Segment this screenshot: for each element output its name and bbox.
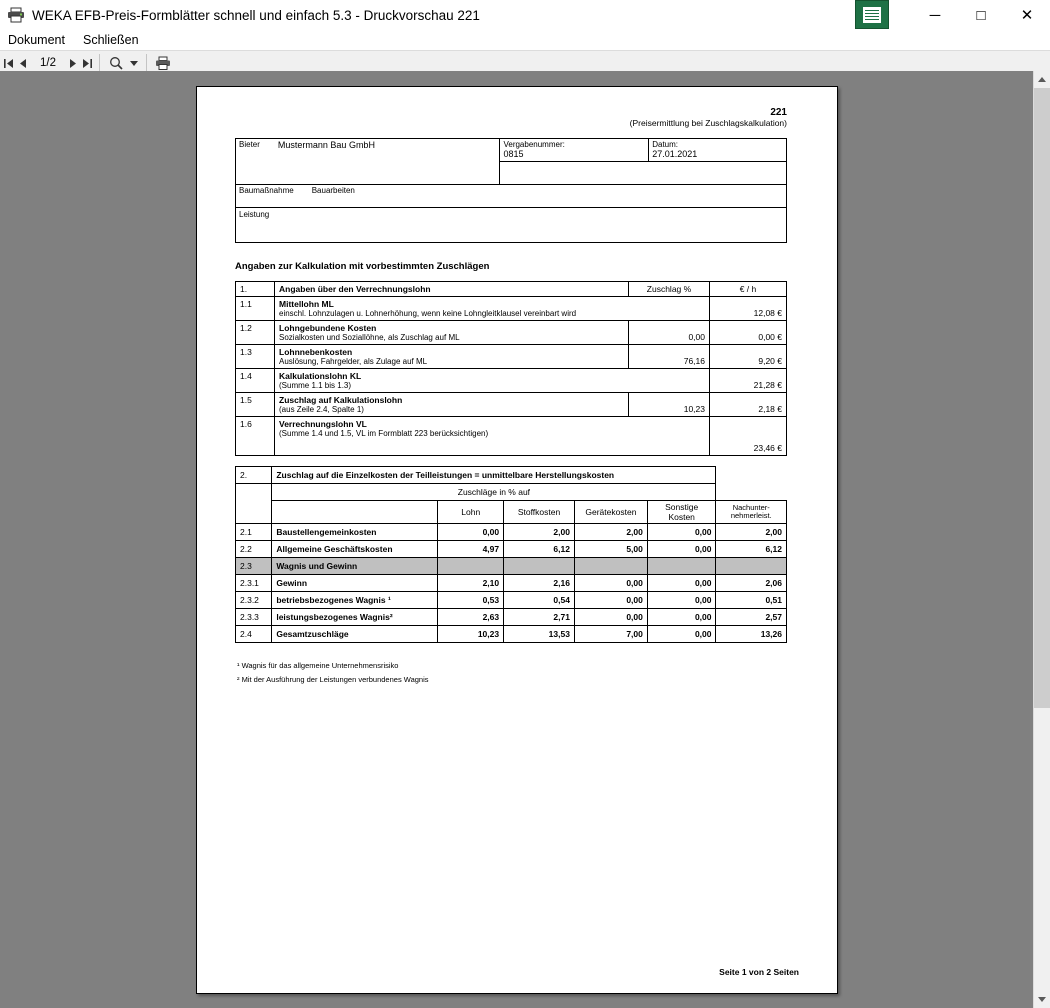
verrechnungslohn-table <box>235 281 787 456</box>
datum-label: Datum: <box>652 140 679 149</box>
menu-item-schliessen[interactable]: Schließen <box>82 33 139 47</box>
footnotes <box>235 659 787 688</box>
vertical-scrollbar[interactable] <box>1033 71 1050 1008</box>
table2-col-name <box>272 501 438 524</box>
table-row <box>236 139 787 162</box>
row-no: 1.6 <box>236 417 275 456</box>
row-no: 2.3 <box>236 558 272 575</box>
table-row <box>236 484 787 501</box>
row-value-nachunternehmer: 2,57 <box>716 609 787 626</box>
row-title-cell <box>275 297 710 321</box>
row-name: leistungsbezogenes Wagnis² <box>272 609 438 626</box>
row-value-sonstige: 0,00 <box>647 541 716 558</box>
row-eur: 21,28 € <box>710 369 787 393</box>
row-no: 1.5 <box>236 393 275 417</box>
row-no: 1.2 <box>236 321 275 345</box>
table-row <box>236 185 787 208</box>
table-row <box>236 609 787 626</box>
row-name: Gewinn <box>272 575 438 592</box>
footnote-1: ¹ Wagnis für das allgemeine Unternehmensrisiko <box>237 661 399 670</box>
row-value-stoffkosten: 2,16 <box>504 575 575 592</box>
chevron-down-icon[interactable] <box>127 53 141 73</box>
row-eur: 2,18 € <box>710 393 787 417</box>
row-title-cell <box>275 393 629 417</box>
scrollbar-thumb[interactable] <box>1034 88 1050 708</box>
row-title-cell <box>275 321 629 345</box>
table2-head-no: 2. <box>236 467 272 484</box>
baumassnahme-label: Baumaßnahme <box>239 186 294 195</box>
window-controls <box>912 0 1050 30</box>
row-eur: 9,20 € <box>710 345 787 369</box>
row-value-lohn: 0,00 <box>438 524 504 541</box>
minimize-button[interactable]: ─ <box>929 6 941 24</box>
row-value-stoffkosten: 0,54 <box>504 592 575 609</box>
table2-col-stoffkosten: Stoffkosten <box>504 501 575 524</box>
section-title: Angaben zur Kalkulation mit vorbestimmten Zuschlägen <box>235 261 490 272</box>
row-pct: 76,16 <box>629 345 710 369</box>
row-no: 2.2 <box>236 541 272 558</box>
bieter-spacer-cell <box>500 162 787 185</box>
table2-subhead: Zuschläge in % auf <box>272 484 716 501</box>
row-value-nachunternehmer: 0,51 <box>716 592 787 609</box>
row-eur: 12,08 € <box>710 297 787 321</box>
row-title-cell <box>275 369 710 393</box>
document-header-table <box>235 138 787 243</box>
zoom-button[interactable] <box>105 53 127 73</box>
spreadsheet-icon <box>863 7 881 23</box>
form-header-right <box>235 107 787 128</box>
table-row <box>236 393 787 417</box>
table-row <box>236 208 787 243</box>
row-value-geraetekosten: 7,00 <box>574 626 647 643</box>
window-title: WEKA EFB-Preis-Formblätter schnell und einfach 5.3 - Druckvorschau 221 <box>32 7 480 23</box>
row-no: 2.3.3 <box>236 609 272 626</box>
row-value-nachunternehmer <box>716 558 787 575</box>
export-to-spreadsheet-button[interactable] <box>855 0 889 29</box>
table-row <box>236 345 787 369</box>
row-value-lohn: 2,10 <box>438 575 504 592</box>
row-value-sonstige: 0,00 <box>647 575 716 592</box>
row-title: Lohnnebenkosten <box>279 347 353 357</box>
print-button[interactable] <box>152 53 174 73</box>
table-row <box>236 558 787 575</box>
next-page-button[interactable] <box>66 53 80 73</box>
table2-col-nachunternehmerleistung: Nachunter-nehmerleist. <box>716 501 787 524</box>
row-name: Wagnis und Gewinn <box>272 558 438 575</box>
row-no: 1.3 <box>236 345 275 369</box>
row-no: 1.4 <box>236 369 275 393</box>
row-eur: 0,00 € <box>710 321 787 345</box>
row-value-sonstige: 0,00 <box>647 609 716 626</box>
row-value-sonstige: 0,00 <box>647 524 716 541</box>
row-no: 2.3.1 <box>236 575 272 592</box>
row-name: Gesamtzuschläge <box>272 626 438 643</box>
vergabenummer-value: 0815 <box>503 149 524 159</box>
col-no-header: 1. <box>236 282 275 297</box>
last-page-button[interactable] <box>80 53 94 73</box>
row-value-lohn: 0,53 <box>438 592 504 609</box>
row-title: Lohngebundene Kosten <box>279 323 377 333</box>
row-name: betriebsbezogenes Wagnis ¹ <box>272 592 438 609</box>
table2-col-geraetekosten: Gerätekosten <box>574 501 647 524</box>
vergabenummer-cell <box>500 139 649 162</box>
datum-value: 27.01.2021 <box>652 149 698 159</box>
row-title-cell <box>275 345 629 369</box>
prev-page-button[interactable] <box>16 53 30 73</box>
table-row <box>236 575 787 592</box>
col-title-header: Angaben über den Verrechnungslohn <box>275 282 629 297</box>
table2-col-lohn: Lohn <box>438 501 504 524</box>
form-subtitle: (Preisermittlung bei Zuschlagskalkulation) <box>629 118 787 128</box>
form-number: 221 <box>770 107 787 118</box>
window-titlebar <box>0 0 1050 30</box>
row-desc: (aus Zeile 2.4, Spalte 1) <box>279 405 364 414</box>
app-printer-icon <box>6 5 26 25</box>
row-value-nachunternehmer: 13,26 <box>716 626 787 643</box>
footnote-2: ² Mit der Ausführung der Leistungen verbundenes Wagnis <box>237 675 429 685</box>
row-value-geraetekosten: 0,00 <box>574 575 647 592</box>
table-row <box>236 297 787 321</box>
maximize-button[interactable]: □ <box>976 6 986 24</box>
first-page-button[interactable] <box>2 53 16 73</box>
datum-cell <box>649 139 787 162</box>
menu-item-dokument[interactable]: Dokument <box>8 33 65 47</box>
row-title: Kalkulationslohn KL <box>279 371 362 381</box>
row-no: 2.4 <box>236 626 272 643</box>
row-value-stoffkosten: 2,00 <box>504 524 575 541</box>
table-row <box>236 541 787 558</box>
row-value-stoffkosten <box>504 558 575 575</box>
row-title: Zuschlag auf Kalkulationslohn <box>279 395 403 405</box>
col-eur-header: € / h <box>710 282 787 297</box>
table2-head-title: Zuschlag auf die Einzelkosten der Teilleistungen = unmittelbare Herstellungskosten <box>272 467 716 484</box>
page-content <box>235 107 787 688</box>
row-value-geraetekosten <box>574 558 647 575</box>
row-value-geraetekosten: 5,00 <box>574 541 647 558</box>
table-row <box>236 524 787 541</box>
table-row <box>236 626 787 643</box>
row-value-nachunternehmer: 2,00 <box>716 524 787 541</box>
toolbar-separator-2 <box>146 54 147 72</box>
row-no: 2.3.2 <box>236 592 272 609</box>
bieter-cell <box>236 139 500 185</box>
row-eur: 23,46 € <box>710 417 787 456</box>
row-value-geraetekosten: 0,00 <box>574 609 647 626</box>
table-header-row <box>236 501 787 524</box>
row-desc: einschl. Lohnzulagen u. Lohnerhöhung, wenn keine Lohngleitklausel vereinbart wird <box>279 309 577 318</box>
row-no: 2.1 <box>236 524 272 541</box>
row-desc: (Summe 1.1 bis 1.3) <box>279 381 352 390</box>
row-name: Baustellengemeinkosten <box>272 524 438 541</box>
scroll-up-arrow[interactable] <box>1034 71 1050 88</box>
row-title: Mittellohn ML <box>279 299 334 309</box>
table-row <box>236 321 787 345</box>
leistung-label: Leistung <box>239 210 270 219</box>
row-value-stoffkosten: 6,12 <box>504 541 575 558</box>
baumassnahme-cell <box>236 185 787 208</box>
close-button[interactable]: ✕ <box>1020 7 1034 24</box>
row-no: 1.1 <box>236 297 275 321</box>
row-value-stoffkosten: 13,53 <box>504 626 575 643</box>
scroll-down-arrow[interactable] <box>1034 991 1050 1008</box>
row-pct: 0,00 <box>629 321 710 345</box>
bieter-value: Mustermann Bau GmbH <box>277 140 375 150</box>
row-value-stoffkosten: 2,71 <box>504 609 575 626</box>
table2-col-sonstige-kosten: Sonstige Kosten <box>647 501 716 524</box>
table-row <box>236 417 787 456</box>
row-value-sonstige: 0,00 <box>647 592 716 609</box>
baumassnahme-value: Bauarbeiten <box>311 186 355 195</box>
row-desc: Auslösung, Fahrgelder, als Zulage auf ML <box>279 357 428 366</box>
row-value-lohn <box>438 558 504 575</box>
table-row <box>236 592 787 609</box>
row-desc: Sozialkosten und Soziallöhne, als Zuschlag auf ML <box>279 333 460 342</box>
row-desc: (Summe 1.4 und 1.5, VL im Formblatt 223 berücksichtigen) <box>279 429 489 438</box>
preview-page <box>196 86 838 994</box>
row-value-geraetekosten: 0,00 <box>574 592 647 609</box>
col-pct-header: Zuschlag % <box>629 282 710 297</box>
row-title: Verrechnungslohn VL <box>279 419 367 429</box>
table-header-row <box>236 282 787 297</box>
zuschlaege-table <box>235 466 787 643</box>
row-value-lohn: 10,23 <box>438 626 504 643</box>
row-value-sonstige: 0,00 <box>647 626 716 643</box>
row-title-cell <box>275 417 710 456</box>
table2-spacer-no <box>236 484 272 501</box>
row-value-nachunternehmer: 6,12 <box>716 541 787 558</box>
row-value-lohn: 2,63 <box>438 609 504 626</box>
table-header-row <box>236 467 787 484</box>
print-preview-area[interactable] <box>0 71 1034 1008</box>
toolbar-separator-1 <box>99 54 100 72</box>
row-value-lohn: 4,97 <box>438 541 504 558</box>
vergabenummer-label: Vergabenummer: <box>503 140 565 149</box>
row-value-sonstige <box>647 558 716 575</box>
row-name: Allgemeine Geschäftskosten <box>272 541 438 558</box>
row-value-geraetekosten: 2,00 <box>574 524 647 541</box>
row-pct: 10,23 <box>629 393 710 417</box>
page-footer: Seite 1 von 2 Seiten <box>719 967 799 977</box>
menubar <box>0 30 1050 50</box>
row-value-nachunternehmer: 2,06 <box>716 575 787 592</box>
table-row <box>236 369 787 393</box>
page-indicator: 1/2 <box>40 57 56 69</box>
bieter-label: Bieter <box>239 140 260 149</box>
table2-col-no <box>236 501 272 524</box>
leistung-cell <box>236 208 787 243</box>
